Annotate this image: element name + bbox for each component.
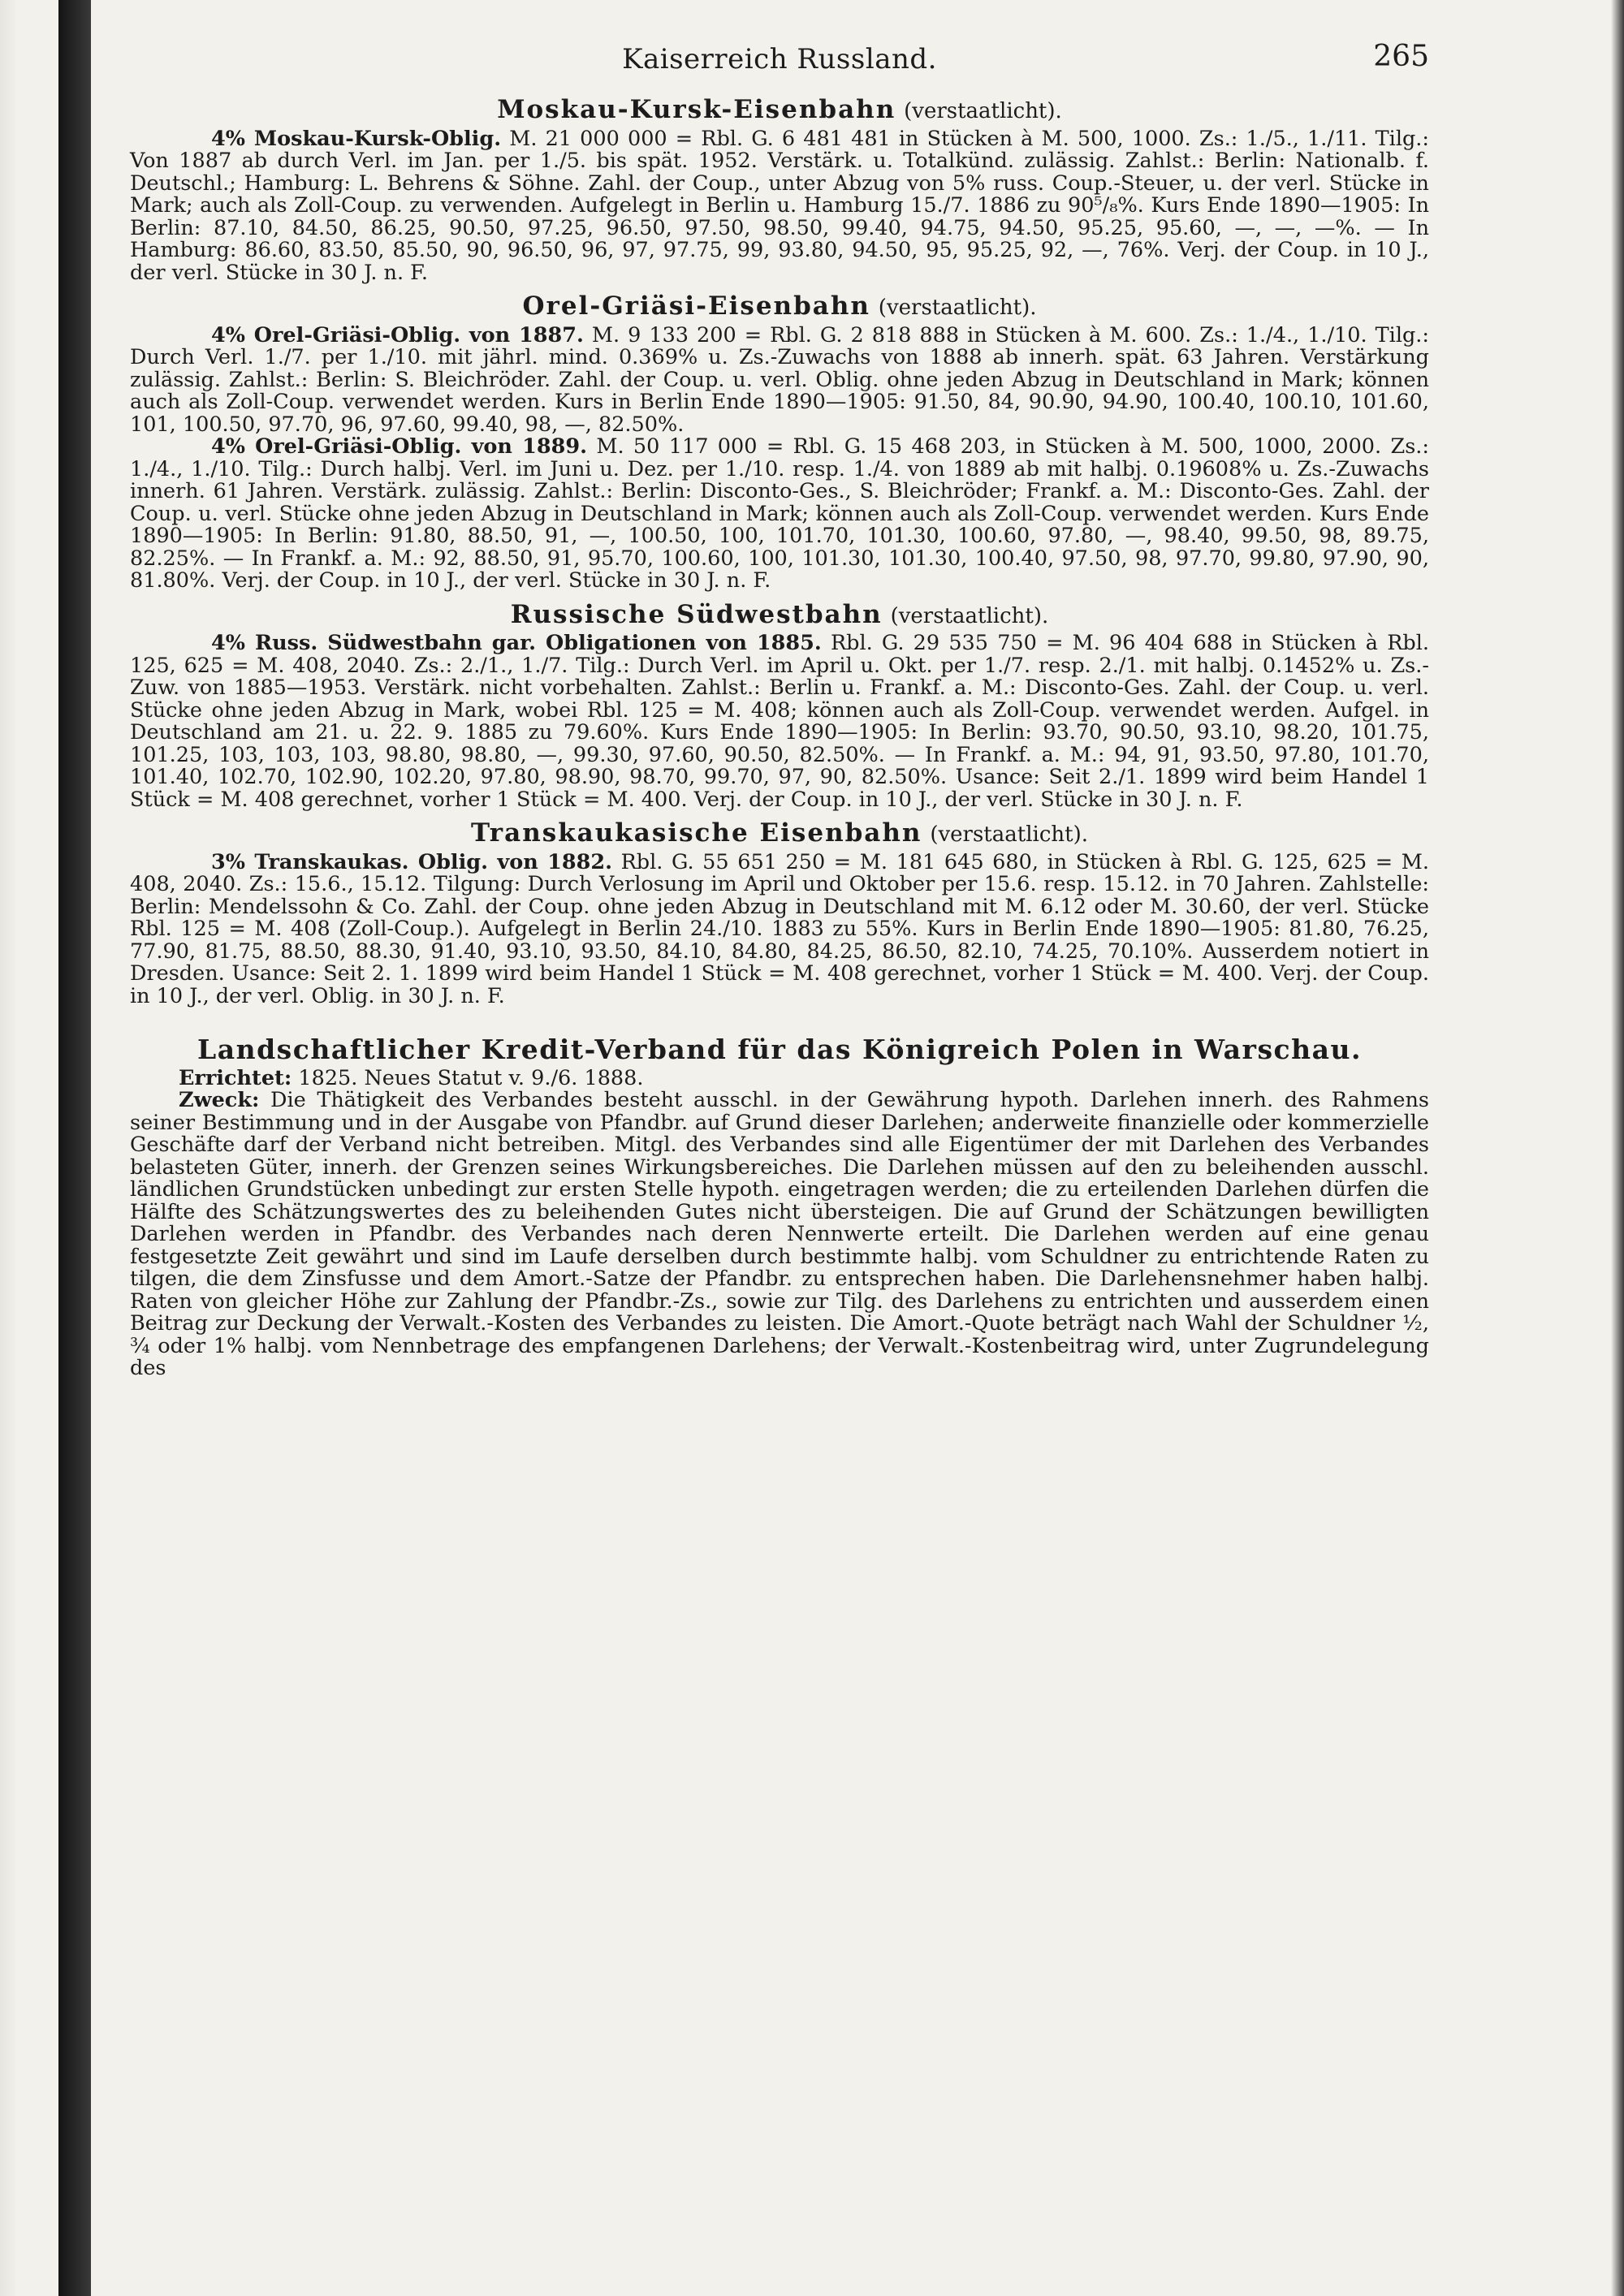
paragraph-text: M. 21 000 000 = Rbl. G. 6 481 481 in Stücken à M. 500, 1000. Zs.: 1./5., 1./11. Tilg.: Von 1887 ab durch Verl. im Jan. per 1./5. bis spät. 1952. Verstärk. u. Totalkünd. zulässig. Zahlst.: Berlin: Nationalb. f. Deutschl.; Hamburg: L. Behrens & Söhne. Zahl. der Coup., unter Abzug von 5% russ. Coup.-Steuer, u. der verl. Stücke in Mark; auch als Zoll-Coup. zu verwenden. Aufgelegt in Berlin u. Hamburg 15./7. 1886 zu 90⁵/₈%. Kurs Ende 1890—1905: In Berlin: 87.10, 84.50, 86.25, 90.50, 97.25, 96.50, 97.50, 98.50, 99.40, 94.75, 94.50, 95.25, 95.60, —, —, —%. — In Hamburg: 86.60, 83.50, 85.50, 90, 96.50, 96, 97, 97.75, 99, 93.80, 94.50, 95, 95.25, 92, —, 76%. Verj. der Coup. in 10 J., der verl. Stücke in 30 J. n. F. bbox=[130, 126, 1429, 285]
paragraph bbox=[130, 128, 1429, 285]
spacer bbox=[130, 1008, 1429, 1027]
section-title: Transkaukasische Eisenbahn bbox=[470, 818, 922, 848]
section-title: Landschaftlicher Kredit-Verband für das Königreich Polen in Warschau. bbox=[197, 1034, 1362, 1065]
section-heading-kredit-verband bbox=[130, 1034, 1429, 1065]
paragraph bbox=[130, 1065, 1429, 1090]
paragraph bbox=[130, 1090, 1429, 1380]
section-title: Moskau-Kursk-Eisenbahn bbox=[497, 95, 896, 124]
paragraph-lead: Zweck: bbox=[179, 1088, 260, 1112]
page-number: 265 bbox=[1373, 40, 1429, 73]
page-edge-shadow bbox=[1611, 0, 1624, 2296]
paragraph-lead: 4% Orel-Griäsi-Oblig. von 1889. bbox=[211, 434, 587, 459]
section-heading-transkaukasische bbox=[130, 818, 1429, 848]
section-note: (verstaatlicht). bbox=[904, 99, 1062, 123]
section-title: Russische Südwestbahn bbox=[510, 599, 883, 629]
paragraph-lead: Errichtet: bbox=[179, 1065, 292, 1090]
book-spine-shadow bbox=[58, 0, 91, 2296]
section-heading-russische-suedwestbahn bbox=[130, 599, 1429, 629]
paragraph-lead: 3% Transkaukas. Oblig. von 1882. bbox=[211, 849, 612, 874]
running-header bbox=[130, 39, 1429, 88]
section-note: (verstaatlicht). bbox=[890, 603, 1049, 628]
section-title: Orel-Griäsi-Eisenbahn bbox=[522, 291, 870, 321]
paragraph-text: M. 50 117 000 = Rbl. G. 15 468 203, in Stücken à M. 500, 1000, 2000. Zs.: 1./4., 1./10. Tilg.: Durch halbj. Verl. im Juni u. Dez. per 1./10. resp. 1./4. von 1889 ab mit halbj. 0.19608% u. Zs.-Zuwachs innerh. 61 Jahren. Verstärk. zulässig. Zahlst.: Berlin: Disconto-Ges., S. Bleichröder; Frankf. a. M.: Disconto-Ges. Zahl. der Coup. u. verl. Stücke ohne jeden Abzug in Deutschland in Mark; können auch als Zoll-Coup. verwendet werden. Kurs Ende 1890—1905: In Berlin: 91.80, 88.50, 91, —, 100.50, 100, 101.70, 101.30, 100.60, 97.80, —, 98.40, 99.50, 98, 89.75, 82.25%. — In Frankf. a. M.: 92, 88.50, 91, 95.70, 100.60, 100, 101.30, 101.30, 100.40, 97.50, 98, 97.70, 99.80, 97.90, 90, 81.80%. Verj. der Coup. in 10 J., der verl. Stücke in 30 J. n. F. bbox=[130, 434, 1430, 593]
paragraph-lead: 4% Orel-Griäsi-Oblig. von 1887. bbox=[211, 322, 584, 347]
section-note: (verstaatlicht). bbox=[930, 822, 1088, 847]
paragraph-text: Rbl. G. 55 651 250 = M. 181 645 680, in Stücken à Rbl. G. 125, 625 = M. 408, 2040. Zs.: 15.6., 15.12. Tilgung: Durch Verlosung im April und Oktober per 15.6. resp. 15.12. in 70 Jahren. Zahlstelle: Berlin: Mendelssohn & Co. Zahl. der Coup. ohne jeden Abzug in Deutschland mit M. 6.12 oder M. 30.60, der verl. Stücke Rbl. 125 = M. 408 (Zoll-Coup.). Aufgelegt in Berlin 24./10. 1883 zu 55%. Kurs in Berlin Ende 1890—1905: 81.80, 76.25, 77.90, 81.75, 88.50, 88.30, 91.40, 93.10, 93.50, 84.10, 84.80, 84.25, 86.50, 82.10, 74.25, 70.10%. Ausserdem notiert in Dresden. Usance: Seit 2. 1. 1899 wird beim Handel 1 Stück = M. 408 gerechnet, vorher 1 Stück = M. 400. Verj. der Coup. in 10 J., der verl. Oblig. in 30 J. n. F. bbox=[130, 849, 1430, 1008]
paragraph bbox=[130, 632, 1429, 811]
section-heading-moskau-kursk bbox=[130, 95, 1429, 124]
paragraph-lead: 4% Moskau-Kursk-Oblig. bbox=[211, 126, 502, 151]
paragraph bbox=[130, 436, 1429, 593]
section-note: (verstaatlicht). bbox=[878, 296, 1037, 320]
paragraph-text: M. 9 133 200 = Rbl. G. 2 818 888 in Stücken à M. 600. Zs.: 1./4., 1./10. Tilg.: Durch Verl. 1./7. per 1./10. mit jährl. mind. 0.369% u. Zs.-Zuwachs von 1888 ab innerh. spät. 63 Jahren. Verstärkung zulässig. Zahlst.: Berlin: S. Bleichröder. Zahl. der Coup. u. verl. Oblig. ohne jeden Abzug in Deutschland in Mark; können auch als Zoll-Coup. verwendet werden. Kurs in Berlin Ende 1890—1905: 91.50, 84, 90.90, 94.90, 100.40, 100.10, 101.60, 101, 100.50, 97.70, 96, 97.60, 99.40, 98, —, 82.50%. bbox=[130, 322, 1429, 437]
paragraph-text: Die Thätigkeit des Verbandes besteht ausschl. in der Gewährung hypoth. Darlehen innerh. des Rahmens seiner Bestimmung und in der Ausgabe von Pfandbr. auf Grund dieser Darlehen; anderweite finanzielle oder kommerzielle Geschäfte darf der Verband nicht betreiben. Mitgl. des Verbandes sind alle Eigentümer der mit Darlehen des Verbandes belasteten Güter, innerh. der Grenzen seines Wirkungsbereiches. Die Darlehen müssen auf den zu beleihenden ausschl. ländlichen Grundstücken unbedingt zur ersten Stelle hypoth. eingetragen werden; die zu erteilenden Darlehen dürfen die Hälfte des Schätzungswertes des zu beleihenden Gutes nicht übersteigen. Die auf Grund der Schätzungen bewilligten Darlehen werden in Pfandbr. des Verbandes nach deren Nennwerte erteilt. Die Darlehen werden auf eine genau festgesetzte Zeit gewährt und sind im Laufe derselben durch bestimmte halbj. vom Schuldner zu entrichtende Raten zu tilgen, die dem Zinsfusse und dem Amort.-Satze der Pfandbr. zu entsprechen haben. Die Darlehensnehmer haben halbj. Raten von gleicher Höhe zur Zahlung der Pfandbr.-Zs., sowie zur Tilg. des Darlehens zu entrichten und ausserdem einen Beitrag zur Deckung der Verwalt.-Kosten des Verbandes zu leisten. Die Amort.-Quote beträgt nach Wahl der Schuldner ½, ¾ oder 1% halbj. vom Nennbetrage des empfangenen Darlehens; der Verwalt.-Kostenbeitrag wird, unter Zugrundelegung des bbox=[130, 1088, 1429, 1380]
paragraph bbox=[130, 849, 1430, 1008]
page-margin bbox=[0, 0, 16, 2296]
paragraph-text: Rbl. G. 29 535 750 = M. 96 404 688 in Stücken à Rbl. 125, 625 = M. 408, 2040. Zs.: 2./1., 1./7. Tilg.: Durch Verl. im April u. Okt. per 1./7. resp. 2./1. mit halbj. 0.1452% u. Zs.-Zuw. von 1885—1953. Verstärk. nicht vorbehalten. Zahlst.: Berlin u. Frankf. a. M.: Disconto-Ges. Zahl. der Coup. u. verl. Stücke ohne jeden Abzug in Mark, wobei Rbl. 125 = M. 408; können auch als Zoll-Coup. verwendet werden. Aufgel. in Deutschland am 21. u. 22. 9. 1885 zu 79.60%. Kurs Ende 1890—1905: In Berlin: 93.70, 90.50, 93.10, 98.20, 101.75, 101.25, 103, 103, 103, 98.80, 98.80, —, 99.30, 97.60, 90.50, 82.50%. — In Frankf. a. M.: 94, 91, 93.50, 97.80, 101.70, 101.40, 102.70, 102.90, 102.20, 97.80, 98.90, 98.70, 99.70, 97, 90, 82.50%. Usance: Seit 2./1. 1899 wird beim Handel 1 Stück = M. 408 gerechnet, vorher 1 Stück = M. 400. Verj. der Coup. in 10 J., der verl. Stücke in 30 J. n. F. bbox=[130, 631, 1429, 812]
paragraph-lead: 4% Russ. Südwestbahn gar. Obligationen von 1885. bbox=[211, 631, 822, 655]
paragraph-text: 1825. Neues Statut v. 9./6. 1888. bbox=[298, 1065, 644, 1090]
section-heading-orel-griaesi bbox=[130, 291, 1429, 321]
running-title: Kaiserreich Russland. bbox=[622, 43, 937, 76]
paragraph bbox=[130, 322, 1429, 437]
document-page bbox=[130, 39, 1429, 1380]
